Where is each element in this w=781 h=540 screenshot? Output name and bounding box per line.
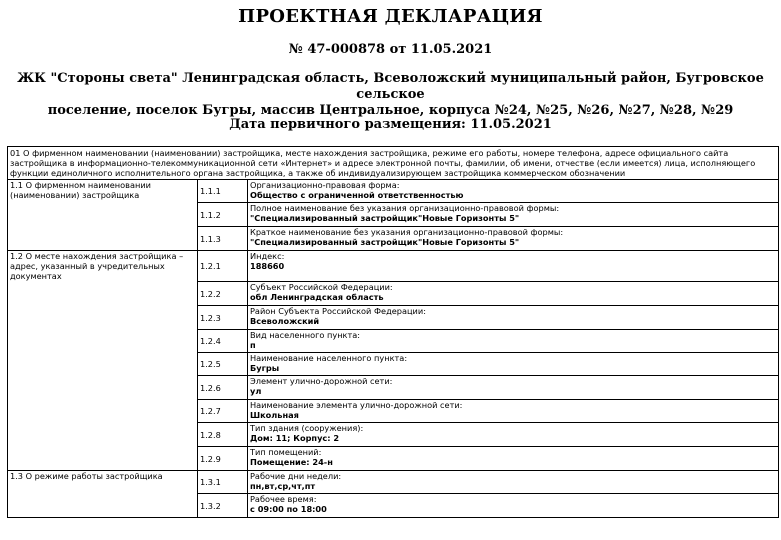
row-code: 1.1.1	[198, 180, 248, 203]
row-code: 1.2.9	[198, 447, 248, 471]
row-value: Помещение: 24-н	[250, 457, 333, 467]
row-code: 1.2.2	[198, 282, 248, 306]
row-value: пн,вт,ср,чт,пт	[250, 481, 316, 491]
row-value-cell	[248, 251, 779, 282]
object-description	[0, 71, 781, 119]
table-row	[8, 180, 779, 203]
placement-date: Дата первичного размещения: 11.05.2021	[229, 117, 552, 132]
row-value: "Специализированный застройщик"Новые Горизонты 5"	[250, 237, 520, 247]
row-value-cell	[248, 376, 779, 400]
row-code: 1.1.3	[198, 227, 248, 251]
row-value: Школьная	[250, 410, 299, 420]
row-value: обл Ленинградская область	[250, 292, 384, 302]
row-label: Тип помещений:	[250, 447, 322, 457]
row-label: Индекс:	[250, 251, 285, 261]
row-value: с 09:00 по 18:00	[250, 504, 327, 514]
row-label: Краткое наименование без указания организационно-правовой формы:	[250, 227, 564, 237]
object-description-line-1: ЖК "Стороны света" Ленинградская область, Всеволожский муниципальный район, Бугровское сельское	[17, 71, 764, 102]
group-label-1-2: 1.2 О месте нахождения застройщика – адрес, указанный в учредительных документах	[8, 251, 198, 471]
row-label: Тип здания (сооружения):	[250, 423, 364, 433]
group-label-1-3: 1.3 О режиме работы застройщика	[8, 471, 198, 518]
row-code: 1.2.4	[198, 330, 248, 353]
row-label: Субъект Российской Федерации:	[250, 282, 393, 292]
row-value-cell	[248, 203, 779, 227]
row-code: 1.2.8	[198, 423, 248, 447]
row-code: 1.2.7	[198, 400, 248, 423]
table-row	[8, 251, 779, 282]
row-label: Полное наименование без указания организационно-правовой формы:	[250, 203, 560, 213]
row-value-cell	[248, 282, 779, 306]
row-code: 1.2.6	[198, 376, 248, 400]
row-value: Бугры	[250, 363, 280, 373]
row-value: Всеволожский	[250, 316, 320, 326]
row-code: 1.2.5	[198, 353, 248, 376]
row-value-cell	[248, 330, 779, 353]
row-code: 1.2.3	[198, 306, 248, 330]
row-value: 188660	[250, 261, 285, 271]
row-label: Элемент улично-дорожной сети:	[250, 376, 393, 386]
row-value-cell	[248, 353, 779, 376]
row-value-cell	[248, 471, 779, 494]
row-value: Общество с ограниченной ответственностью	[250, 190, 464, 200]
section-intro: 01 О фирменном наименовании (наименовании) застройщика, месте нахождения застройщика, режиме его работы, номере телефона, адресе официального сайта застройщика в информационно-телекоммуникационной сети «Интернет» и адресе электронной почты, фамилии, об имени, отчестве (если имеется) лица, исполняющего функции единоличного исполнительного органа застройщика, а также об индивидуализирующем застройщика коммерческом обозначении	[8, 147, 779, 180]
row-value: п	[250, 340, 256, 350]
row-value-cell	[248, 180, 779, 203]
table-row	[8, 471, 779, 494]
declaration-table	[7, 146, 779, 518]
row-code: 1.1.2	[198, 203, 248, 227]
group-label-1-1: 1.1 О фирменном наименовании (наименовании) застройщика	[8, 180, 198, 251]
row-value-cell	[248, 494, 779, 518]
object-description-line-2: поселение, поселок Бугры, массив Центральное, корпуса №24, №25, №26, №27, №28, №29	[47, 103, 734, 118]
row-label: Вид населенного пункта:	[250, 330, 361, 340]
page-title: ПРОЕКТНАЯ ДЕКЛАРАЦИЯ	[238, 6, 543, 27]
row-value-cell	[248, 447, 779, 471]
row-code: 1.3.2	[198, 494, 248, 518]
row-label: Район Субъекта Российской Федерации:	[250, 306, 426, 316]
row-label: Наименование элемента улично-дорожной сети:	[250, 400, 463, 410]
row-code: 1.3.1	[198, 471, 248, 494]
declaration-number: № 47-000878 от 11.05.2021	[288, 42, 493, 57]
row-value-cell	[248, 306, 779, 330]
row-value: "Специализированный застройщик"Новые Горизонты 5"	[250, 213, 520, 223]
row-value-cell	[248, 423, 779, 447]
row-label: Рабочие дни недели:	[250, 471, 342, 481]
row-code: 1.2.1	[198, 251, 248, 282]
section-header-row	[8, 147, 779, 180]
row-label: Наименование населенного пункта:	[250, 353, 408, 363]
row-label: Рабочее время:	[250, 494, 317, 504]
row-label: Организационно-правовая форма:	[250, 180, 400, 190]
row-value-cell	[248, 227, 779, 251]
row-value: ул	[250, 386, 262, 396]
row-value-cell	[248, 400, 779, 423]
row-value: Дом: 11; Корпус: 2	[250, 433, 340, 443]
